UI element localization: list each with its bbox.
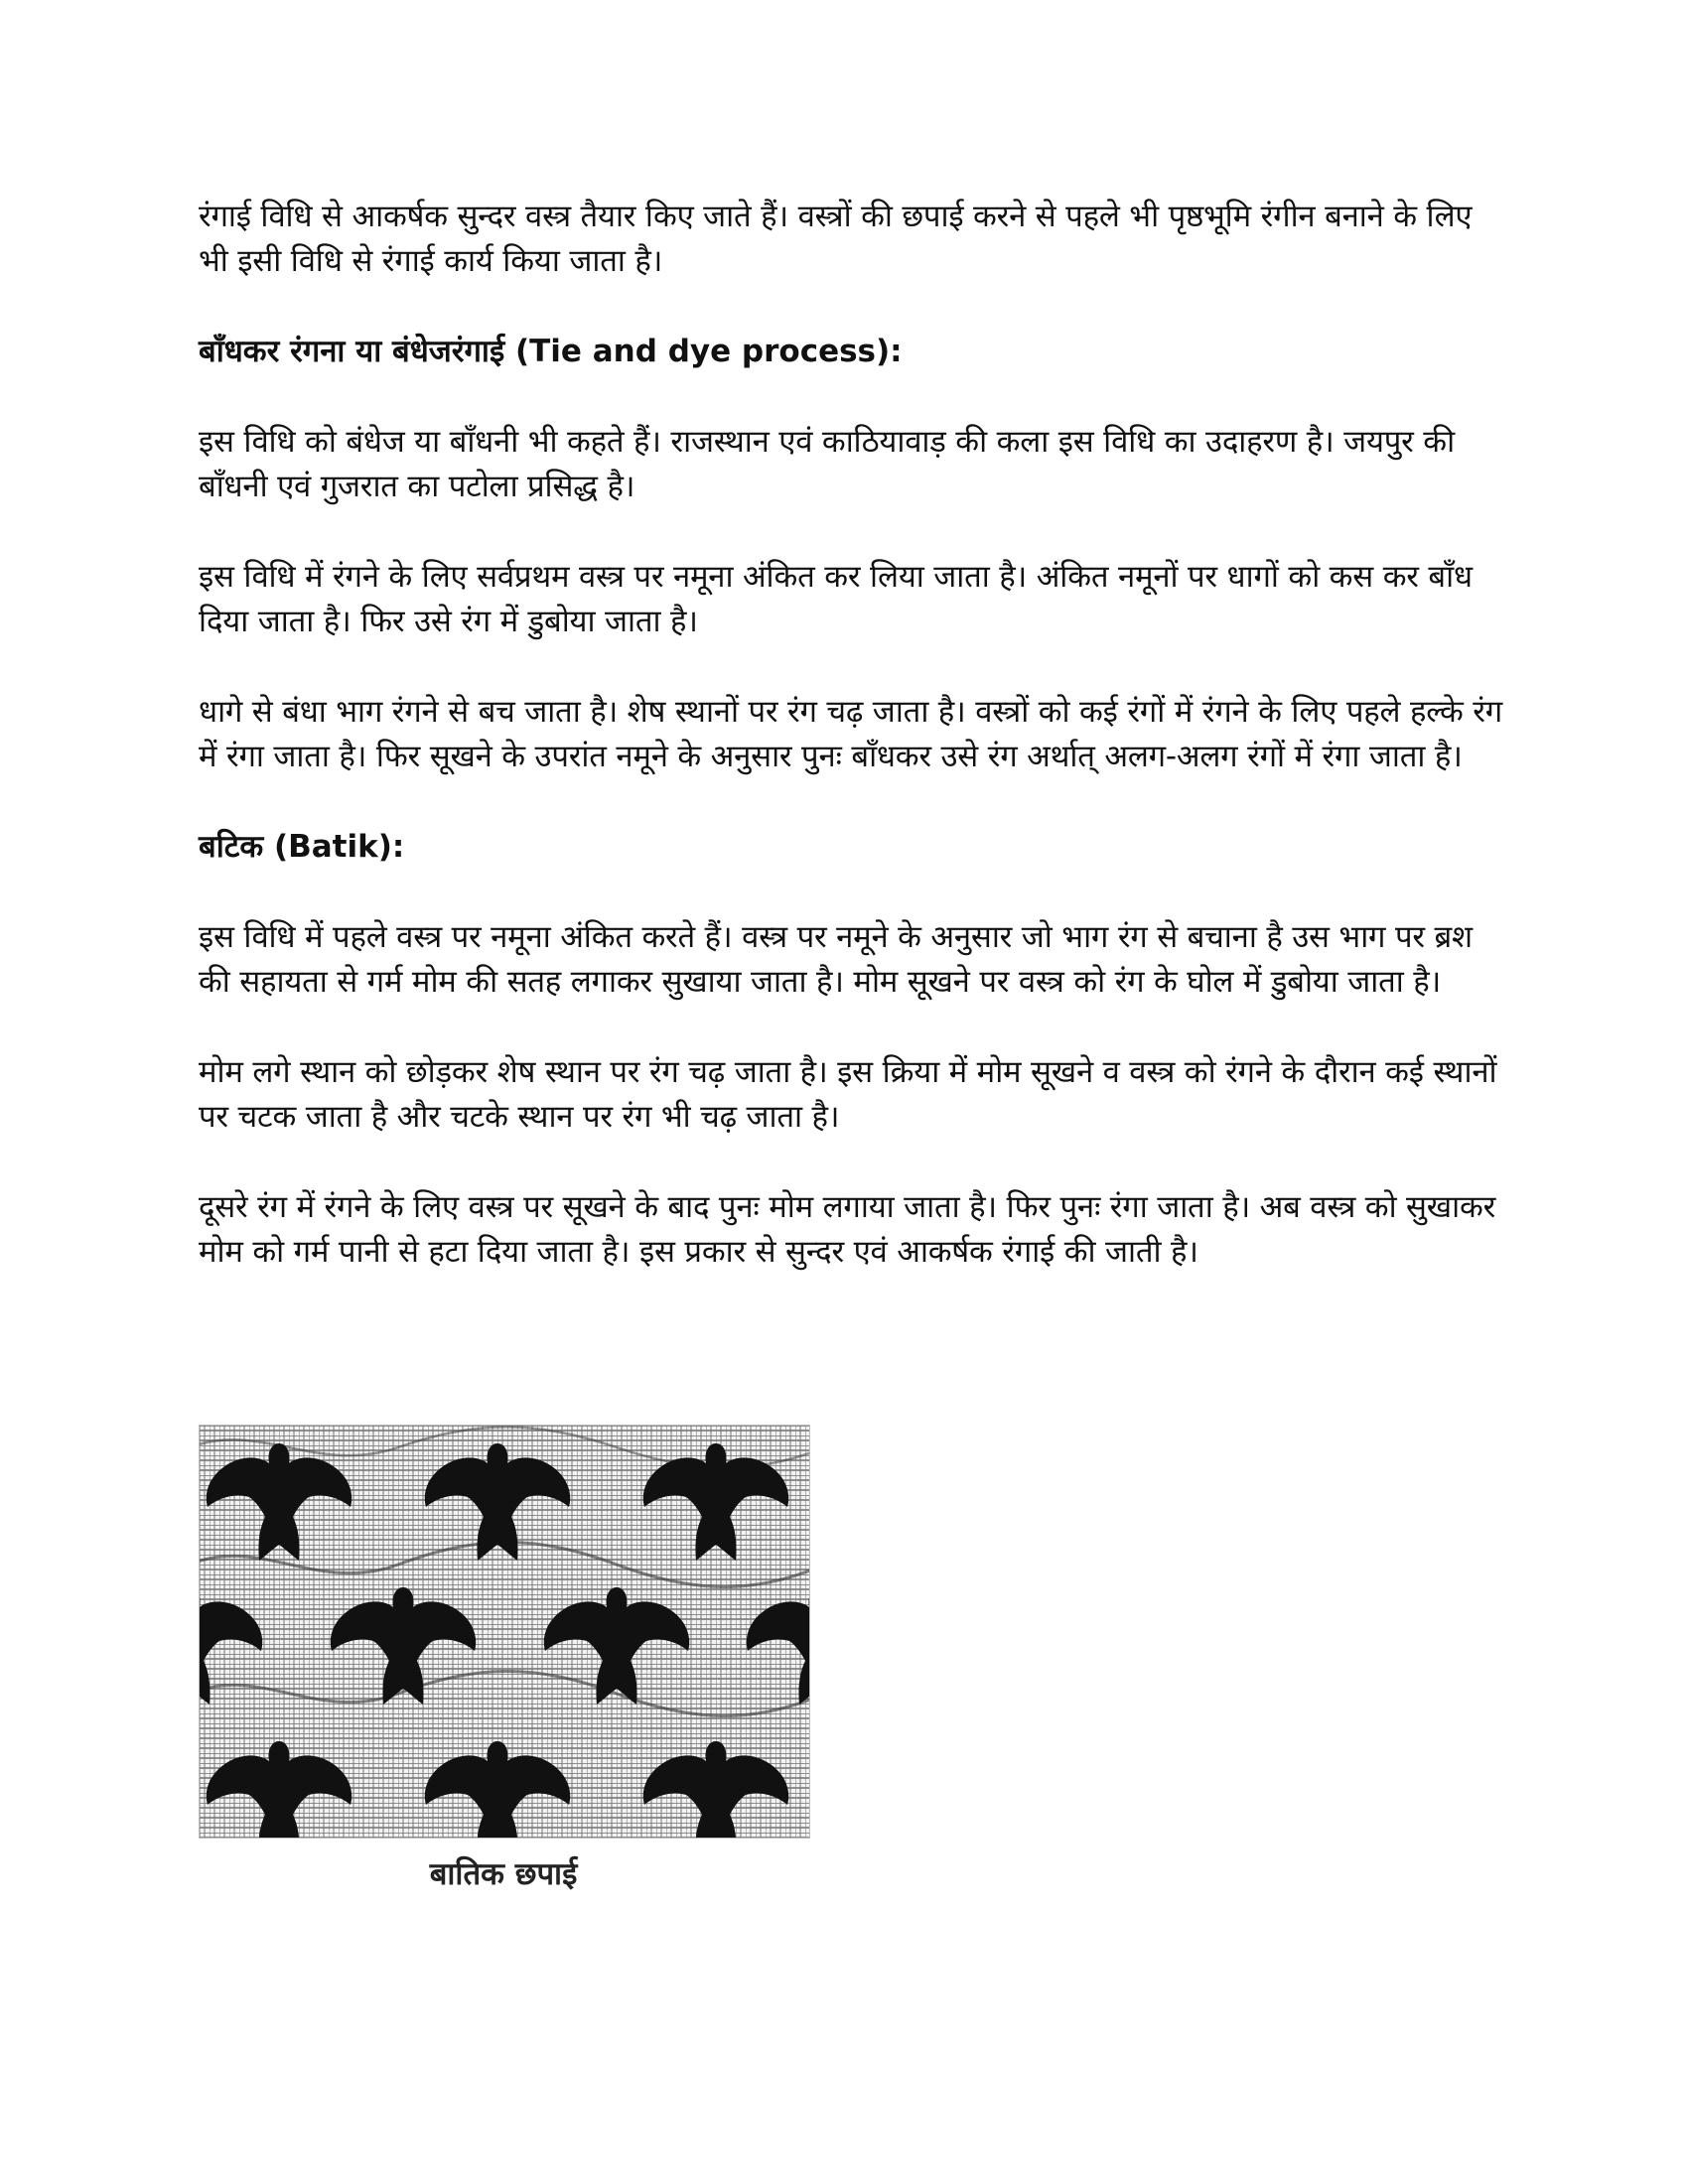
batik-figure-caption: बातिक छपाई [429,1856,578,1892]
batik-figure [199,1425,814,1894]
batik-paragraph-3: दूसरे रंग में रंगने के लिए वस्त्र पर सूखने के बाद पुनः मोम लगाया जाता है। फिर पुनः रंगा जाता है। अब वस्त्र को सुखाकर मोम को गर्म पानी से हटा दिया जाता है। इस प्रकार से सुन्दर एवं आकर्षक रंगाई की जाती है। [199,1189,1496,1270]
batik-pattern-illustration [200,1426,809,1838]
tie-dye-heading: बाँधकर रंगना या बंधेजरंगाई (Tie and dye process): [199,334,903,369]
batik-heading: बटिक (Batik): [199,829,405,865]
tie-dye-paragraph-2: इस विधि में रंगने के लिए सर्वप्रथम वस्त्र पर नमूना अंकित कर लिया जाता है। अंकित नमूनों पर धागों को कस कर बाँध दिया जाता है। फिर उसे रंग में डुबोया जाता है। [199,559,1473,639]
batik-pattern-image [199,1425,810,1839]
document-body [199,195,1509,1320]
intro-paragraph: रंगाई विधि से आकर्षक सुन्दर वस्त्र तैयार किए जाते हैं। वस्त्रों की छपाई करने से पहले भी पृष्ठभूमि रंगीन बनाने के लिए भी इसी विधि से रंगाई कार्य किया जाता है। [199,199,1473,279]
batik-paragraph-1: इस विधि में पहले वस्त्र पर नमूना अंकित करते हैं। वस्त्र पर नमूने के अनुसार जो भाग रंग से बचाना है उस भाग पर ब्रश की सहायता से गर्म मोम की सतह लगाकर सुखाया जाता है। मोम सूखने पर वस्त्र को रंग के घोल में डुबोया जाता है। [199,919,1473,1000]
tie-dye-paragraph-1: इस विधि को बंधेज या बाँधनी भी कहते हैं। राजस्थान एवं काठियावाड़ की कला इस विधि का उदाहरण है। जयपुर की बाँधनी एवं गुजरात का पटोला प्रसिद्ध है। [199,424,1455,504]
tie-dye-paragraph-3: धागे से बंधा भाग रंगने से बच जाता है। शेष स्थानों पर रंग चढ़ जाता है। वस्त्रों को कई रंगों में रंगने के लिए पहले हल्के रंग में रंगा जाता है। फिर सूखने के उपरांत नमूने के अनुसार पुनः बाँधकर उसे रंग अर्थात् अलग-अलग रंगों में रंगा जाता है। [199,694,1503,774]
batik-paragraph-2: मोम लगे स्थान को छोड़कर शेष स्थान पर रंग चढ़ जाता है। इस क्रिया में मोम सूखने व वस्त्र को रंगने के दौरान कई स्थानों पर चटक जाता है और चटके स्थान पर रंग भी चढ़ जाता है। [199,1054,1497,1135]
